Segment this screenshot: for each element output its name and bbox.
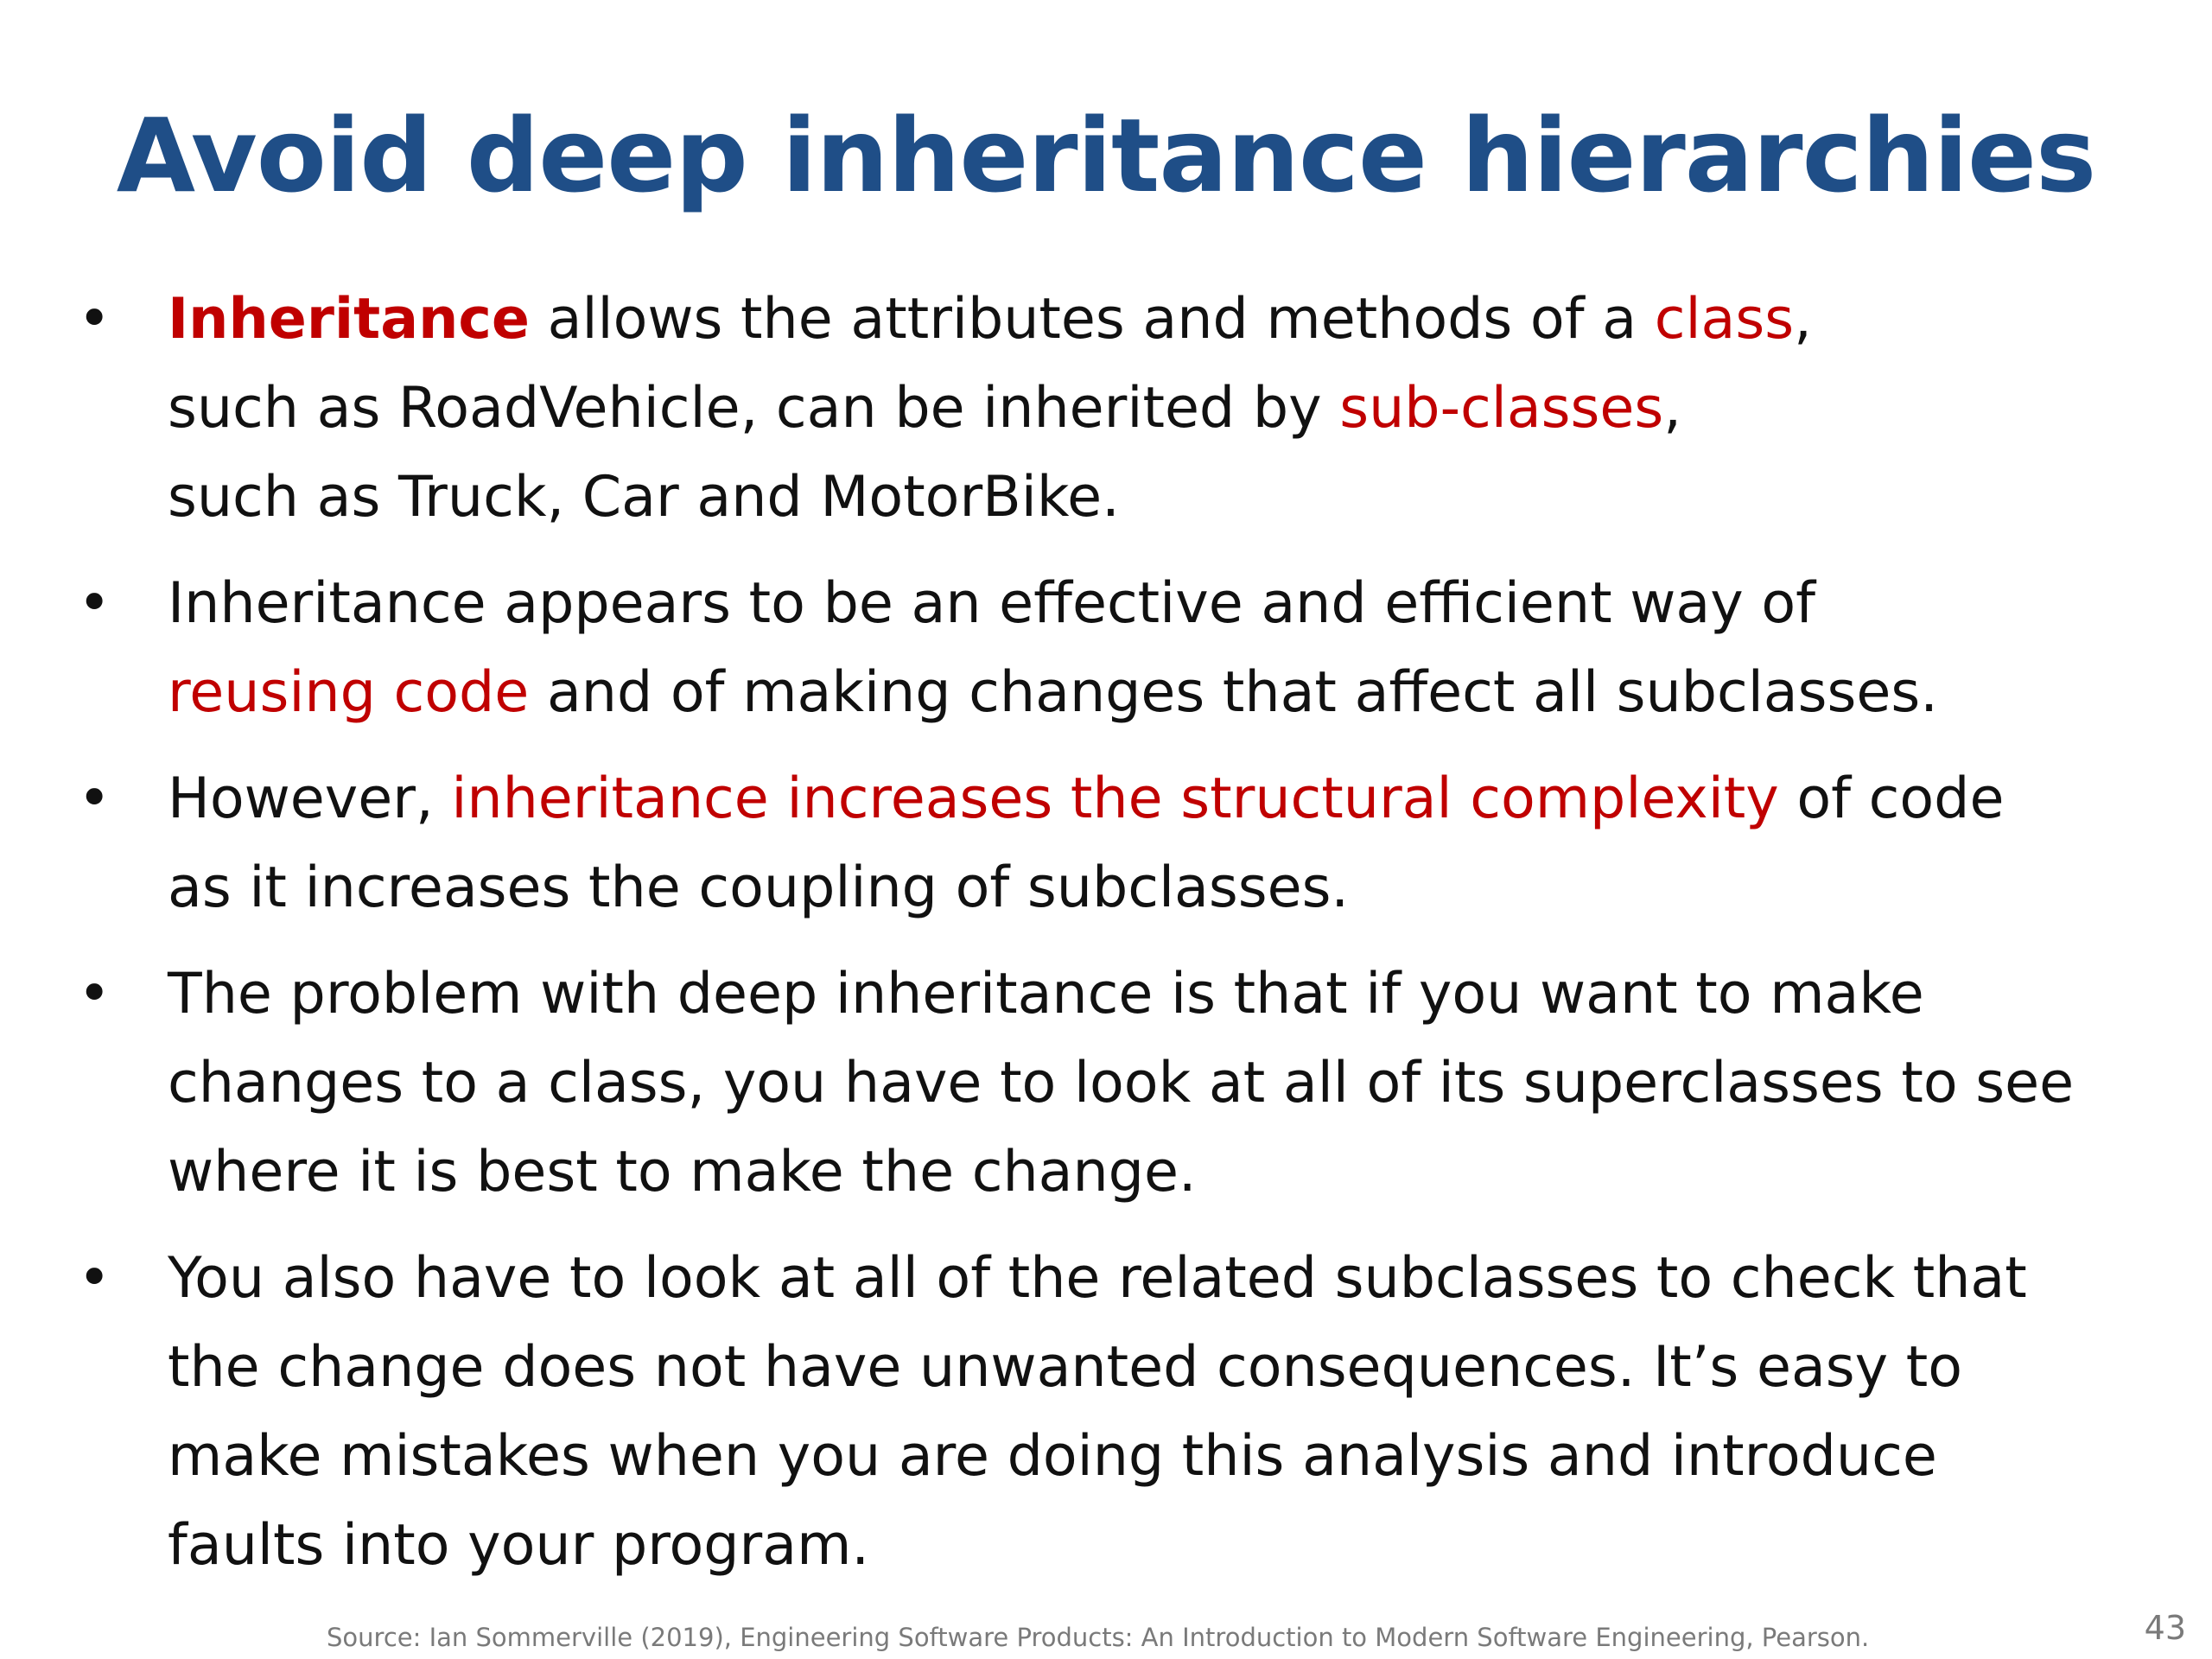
source-citation: Source: Ian Sommerville (2019), Engineering Software Products: An Introduction to Modern Software Engineering, Pearson. [327, 1623, 1870, 1652]
bullet-text-segment: Inheritance appears to be an effective and efficient way of [168, 571, 1816, 636]
bullet-dot-icon: • [78, 962, 111, 1027]
bullet-item [76, 275, 2184, 542]
bullet-text-segment: However, [168, 766, 452, 831]
bullet-term-highlight: class [1654, 287, 1795, 352]
bullet-text [168, 962, 2074, 1205]
bullet-term-highlight: sub-classes [1339, 376, 1664, 441]
bullet-text-segment: The problem with deep inheritance is that if you want to make changes to a class, you have to look at all of its superclasses to see where it is best to make the change. [168, 962, 2075, 1205]
bullet-text-segment: and of making changes that affect all subclasses. [529, 660, 1938, 725]
bullet-dot-icon: • [78, 571, 111, 636]
bullet-term-highlight: Inheritance [168, 287, 530, 352]
bullet-text-segment: allows the attributes and methods of a [529, 287, 1655, 352]
bullet-term-highlight: reusing code [168, 660, 530, 725]
bullet-text [168, 571, 1938, 725]
bullet-dot-icon: • [78, 287, 111, 352]
page-number: 43 [2144, 1609, 2186, 1647]
bullet-list [76, 275, 2184, 1607]
bullet-text [168, 766, 2004, 920]
bullet-item [76, 950, 2184, 1217]
bullet-text [168, 1246, 2027, 1578]
slide-title: Avoid deep inheritance hierarchies [116, 96, 2096, 215]
bullet-term-highlight: inheritance increases the structural complexity [451, 766, 1779, 831]
bullet-text-segment: of code as it increases the coupling of subclasses. [168, 766, 2005, 920]
bullet-text-segment: , such as Truck, Car and MotorBike. [168, 376, 1681, 530]
bullet-item [76, 1234, 2184, 1590]
bullet-text-segment: , such as RoadVehicle, can be inherited by [168, 287, 1812, 441]
bullet-dot-icon: • [78, 1246, 111, 1311]
bullet-item [76, 754, 2184, 932]
bullet-item [76, 559, 2184, 737]
bullet-dot-icon: • [78, 766, 111, 831]
bullet-text [168, 287, 1812, 530]
bullet-text-segment: You also have to look at all of the related subclasses to check that the change does not have unwanted consequences. It’s easy to make mistakes when you are doing this analysis and introduce faults into your program. [168, 1246, 2027, 1578]
